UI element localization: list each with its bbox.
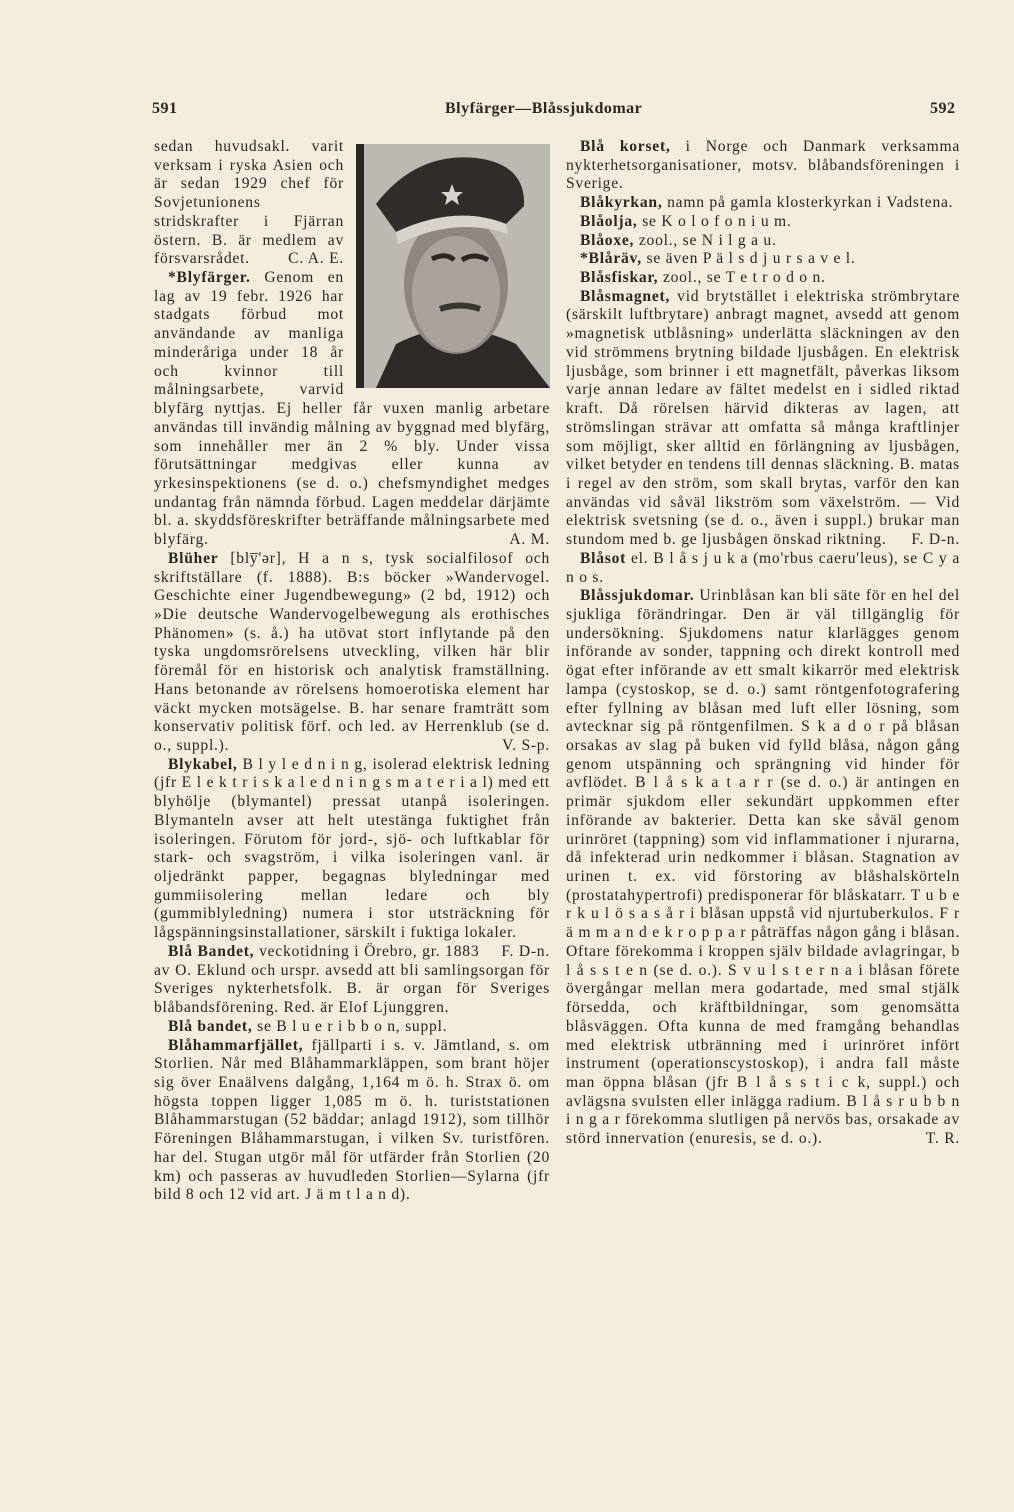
encyclopedia-entry bbox=[566, 550, 960, 587]
entry-headword: Blå Bandet, bbox=[168, 942, 255, 960]
entry-text: zool., se T e t r o d o n. bbox=[662, 269, 826, 287]
page-number-left: 591 bbox=[152, 100, 178, 117]
entry-text: namn på gamla klosterkyrkan i Vadstena. bbox=[667, 194, 954, 212]
entry-headword: Blå bandet, bbox=[168, 1017, 253, 1035]
entry-headword: Blykabel, bbox=[168, 755, 238, 773]
author-signature: A. M. bbox=[509, 531, 550, 549]
entry-text: Urinblåsan kan bli säte för en hel del sjukliga förändringar. Den är väl tillgänglig för undersökning. Sjukdomens natur klarlägges genom införande av sonder, tappning och direkt kontroll med ögat efter införande av ett smalt kikarrör med elektrisk lampa (cystoskop, se d. o.) samt röntgenfotografering efter fyllning av blåsan med luft eller lösning, som avtecknar sig på röntgenfilmen. S k a d o r på blåsan orsakas av slag på buken vid fylld blåsa, någon gång genom utspänning och sprängning vid hinder för avflödet. B l å s k a t a r r (se d. o.) är antingen en primär sjukdom eller sekundärt uppkommen efter införande av bakterier. Detta kan ske såväl genom urinröret (tappning) som vid inflammationer i njurarna, då infekterad urin nedkommer i blåsan. Stagnation av urinen t. ex. vid förstoring av blåshalskörteln (prostatahypertrofi) predisponerar för blåskatarr. T u b e r k u l ö s a s å r i blåsan uppstå vid njurtuberkulos. F r ä m m a n d e k r o p p a r påträffas någon gång i blåsan. Oftare förekomma i kroppen själv bildade avlagringar, b l å s s t e n (se d. o.). S v u l s t e r n a i blåsan förete övergångar mellan mera godartade, med smal stjälk försedda, och kräftbildningar, som genomsätta blåsväggen. Ofta kunna de med framgång behandlas med elektrisk utbränning med i urinröret infört instrument (operationscystoskop), i andra fall måste man öppna blåsan (jfr B l å s s t i c k, suppl.) och avlägsna svulsten eller inlägga radium. B l å s r u b b n i n g a r förekomma slutligen på nervös bas, orsakade av störd innervation (enuresis, se d. o.). bbox=[566, 587, 960, 1148]
encyclopedia-entry bbox=[566, 587, 960, 1149]
page-number-right: 592 bbox=[930, 100, 956, 117]
encyclopedia-entry bbox=[566, 269, 960, 288]
entry-headword: Blåsot bbox=[580, 549, 627, 567]
entry-text: sedan huvudsakl. varit verksam i ryska Asien och är sedan 1929 chef för Sovjetunionens stridskrafter i Fjärran östern. B. är medlem av försvarsrådet. bbox=[154, 138, 344, 268]
entry-text: se K o l o f o n i u m. bbox=[642, 212, 792, 230]
author-signature: V. S-p. bbox=[502, 737, 550, 754]
entry-headword: Blåsfiskar, bbox=[580, 269, 659, 287]
encyclopedia-entry bbox=[566, 138, 960, 194]
entry-text: [bly̅'ər], H a n s, tysk socialfilosof och skriftställare (f. 1888). B:s böcker »Wandervogel. Geschichte einer Jugendbewegung» (2 bd, 1912) och »Die deutsche Wandervogelbewegung als erothisches Phänomen» (s. å.) ha utövat stort inflytande på den tyska ungdomsrörelsens utveckling, vilken här blir föremål för en historisk och analytisk framställning. Hans betonande av rörelsens homoerotiska element har väckt mycken motsägelse. B. har senare framträtt som konservativ politisk förf. och led. av Herrenklub (se d. o., suppl.). bbox=[154, 549, 551, 754]
entry-text: Genom en lag av 19 febr. 1926 har stadgats förbud mot användande av manliga minderåriga under 18 år och kvinnor till målningsarbete, varvid blyfärg nyttjas. Ej heller får vuxen manlig arbetare användas till invändig målning av byggnad med blyfärg, som innehåller mer än 2 % bly. Under vissa förutsättningar medgivas eller kunna av yrkesinspektionens (se d. o.) chefsmyndighet medges undantag från nämnda förbud. Lagen meddelar därjämte bl. a. skyddsföreskrifter beträffande målningsarbete med blyfärg. bbox=[154, 269, 550, 549]
entry-text: se B l u e r i b b o n, suppl. bbox=[257, 1017, 448, 1035]
entry-text: zool., se N i l g a u. bbox=[638, 231, 777, 249]
entry-text: i Norge och Danmark verksamma nykterhetsorganisationer, motsv. blåbandsföreningen i Sverige. bbox=[566, 138, 961, 193]
entry-headword: Blüher bbox=[168, 549, 219, 567]
entry-text: se även P ä l s d j u r s a v e l. bbox=[646, 250, 856, 268]
entry-text: B l y l e d n i n g, isolerad elektrisk ledning (jfr E l e k t r i s k a l e d n i n g s m a t e r i a l) med ett blyhölje (blymantel) pressat utanpå isoleringen. Blymanteln avser att helt utestänga fuktighet från isoleringen. Förutom för jord-, sjö- och luftkablar för stark- och svagström, i vilka isoleringen vanl. är oljedränkt papper, begagnas blyledningar med gummiisolering mellan ledare och bly (gummiblyledning) numera i stor utsträckning för lågspänningsinstallationer, särskilt i fuktiga lokaler. bbox=[154, 755, 550, 942]
author-signature: C. A. E. bbox=[288, 250, 344, 268]
entry-text: vid brytstället i elektriska strömbrytare (särskilt luftbrytare) anbragt magnet, avsedd att genom »magnetisk utblåsning» underlätta släckningen av den vid strömmens brytning bildade ljusbågen. En elektrisk ljusbåge, som brinner i ett magnetfält, påverkas liksom varje annan ledare av fältet medelst en i sidled riktad kraft. Då rörelsen härvid dikteras av lagen, att strömslingan strävar att omfatta så många kraftlinjer som möjligt, sker alltid en förlängning av ljusbågen, vilket betyder en tendens till dennas släckning. B. matas i regel av den ström, som skall brytas, varför den kan användas vid såväl likström som växelström. — Vid elektrisk svetsning (se d. o., även i suppl.) brukar man stundom med b. ge ljusbågen önskad riktning. bbox=[566, 287, 960, 549]
entry-text: el. B l å s j u k a (mo'rbus caeru'leus), se C y a n o s. bbox=[566, 549, 960, 586]
running-title: Blyfärger—Blåssjukdomar bbox=[445, 100, 643, 117]
encyclopedia-entry bbox=[566, 232, 960, 251]
entry-headword: Blåolja, bbox=[580, 212, 638, 230]
entry-headword: Blåkyrkan, bbox=[580, 194, 663, 212]
encyclopedia-entry bbox=[566, 194, 960, 213]
entry-headword: *Blyfärger. bbox=[168, 269, 251, 287]
left-column bbox=[154, 138, 550, 1205]
entry-text: veckotidning i Örebro, gr. 1883 av O. Eklund och urspr. avsedd att bli samlingsorgan för Sveriges nykterhetsfolk. B. är organ för Sveriges blåbandsförening. Red. är Elof Ljunggren. bbox=[154, 942, 550, 1017]
encyclopedia-entry bbox=[154, 1037, 550, 1205]
encyclopedia-entry bbox=[566, 288, 960, 550]
right-column bbox=[566, 138, 960, 1149]
entry-headword: Blå korset, bbox=[580, 138, 671, 155]
author-signature: F. D-n. bbox=[911, 531, 960, 549]
entry-headword: Blåoxe, bbox=[580, 231, 635, 249]
entry-headword: Blåssjukdomar. bbox=[580, 587, 695, 605]
entry-headword: Blåhammarfjället, bbox=[168, 1036, 304, 1054]
entry-headword: *Blåräv, bbox=[580, 250, 642, 268]
author-signature: F. D-n. bbox=[501, 942, 550, 960]
encyclopedia-entry bbox=[566, 250, 960, 269]
entry-text: fjällparti i s. v. Jämtland, s. om Storlien. Når med Blåhammarkläppen, som brant höjer sig över Enaälvens dalgång, 1,164 m ö. h. Strax ö. om högsta toppen ligger 1,085 m ö. h. turiststationen Blåhammarstugan (52 bäddar; anlagd 1912), som tillhör Föreningen Blåhammarstugan, i vilken Sv. turistfören. har del. Stugan utgör mål för utfärder från Storlien (20 km) och passeras av huvudleden Storlien—Sylarna (jfr bild 8 och 12 vid art. J ä m t l a n d). bbox=[154, 1036, 550, 1204]
author-signature: T. R. bbox=[925, 1130, 960, 1148]
encyclopedia-entry bbox=[566, 213, 960, 232]
encyclopedia-entry bbox=[154, 1018, 550, 1037]
entry-headword: Blåsmagnet, bbox=[580, 287, 671, 305]
encyclopedia-entry bbox=[154, 550, 550, 756]
portrait-photo bbox=[356, 144, 550, 388]
